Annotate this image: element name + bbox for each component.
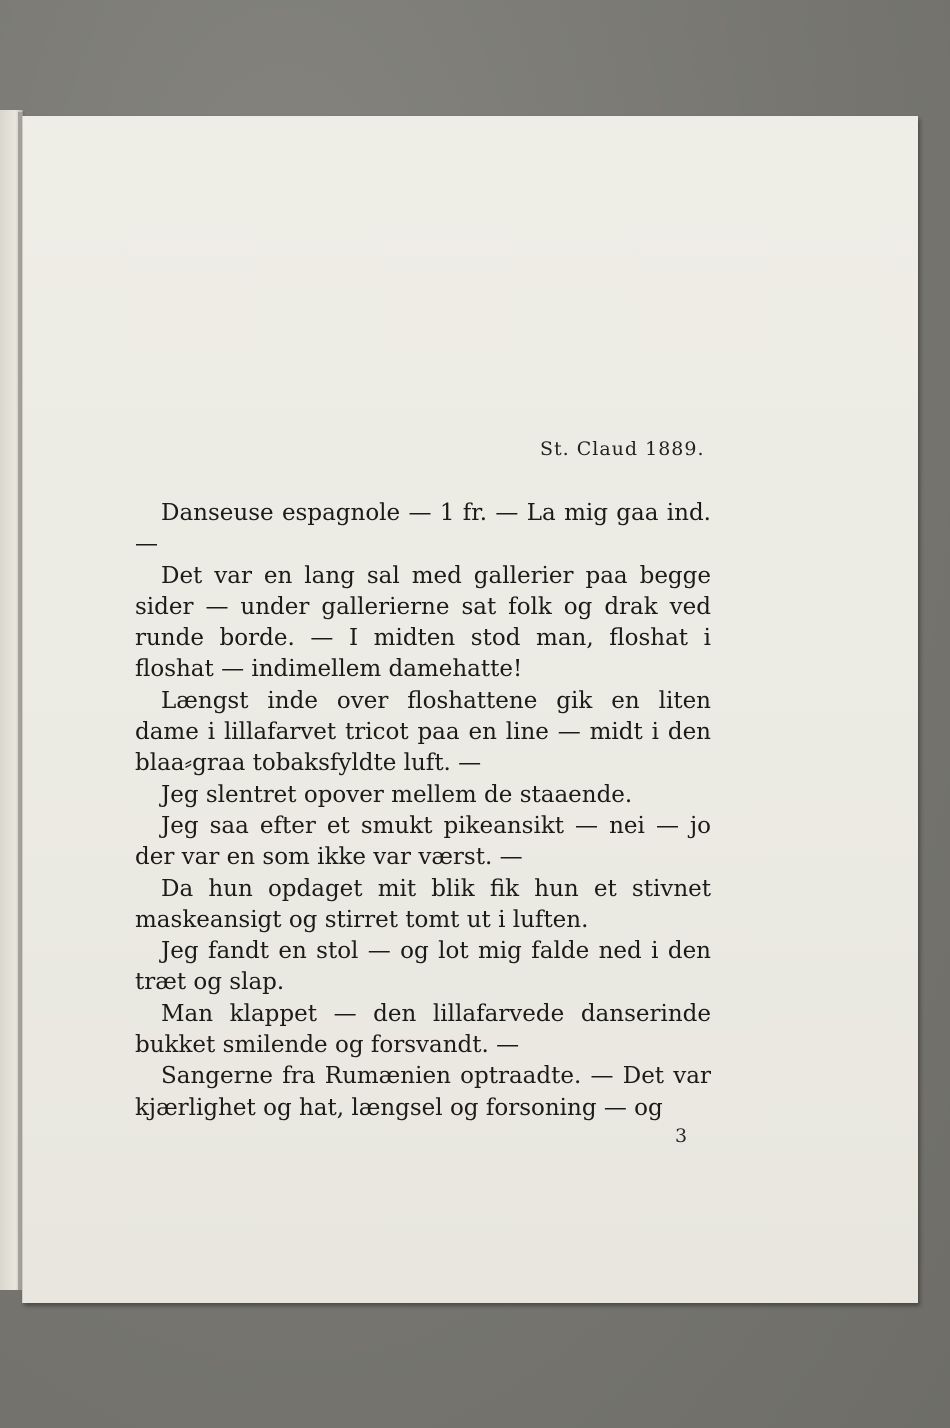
body-text — [135, 498, 711, 1124]
paragraph: Jeg fandt en stol — og lot mig falde ned i den træt og slap. — [135, 938, 711, 996]
dateline: St. Claud 1889. — [540, 438, 705, 460]
paragraph: Jeg slentret opover mellem de staaende. — [161, 781, 633, 808]
paragraph: Det var en lang sal med gallerier paa begge sider — under gallerierne sat folk og drak ved runde borde. — I midten stod man, floshat i floshat — indimellem damehatte! — [135, 562, 711, 683]
paragraph: Længst inde over floshattene gik en liten dame i lillafarvet tricot paa en line — midt i den blaa⸗graa tobaksfyldte luft. — — [135, 687, 711, 777]
paragraph: Da hun opdaget mit blik fik hun et stivnet maskeansigt og stirret tomt ut i luften. — [135, 875, 711, 933]
page-number: 3 — [675, 1125, 688, 1147]
paragraph: Danseuse espagnole — 1 fr. — La mig gaa ind. — — [135, 500, 711, 558]
paragraph: Man klappet — den lillafarvede danserinde bukket smilende og forsvandt. — — [135, 1000, 711, 1059]
paragraph: Sangerne fra Rumænien optraadte. — Det var kjærlighet og hat, længsel og forsoning — og — [135, 1063, 711, 1121]
paragraph: Jeg saa efter et smukt pikeansikt — nei — jo der var en som ikke var værst. — — [135, 812, 711, 871]
